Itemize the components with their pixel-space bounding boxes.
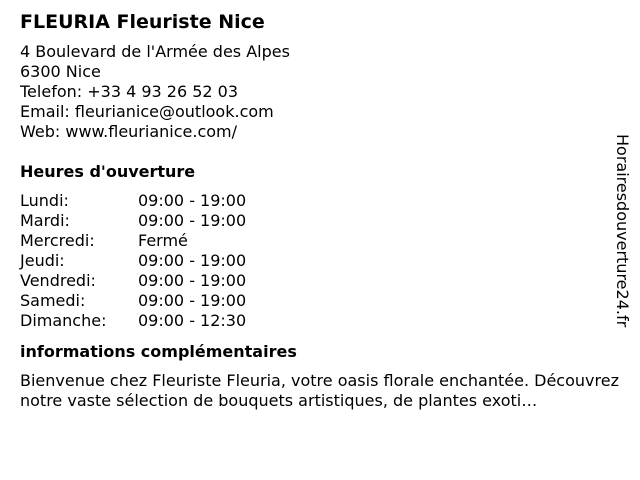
email: Email: fleurianice@outlook.com [20,102,274,121]
contact-block [20,42,626,142]
watermark-label: Horairesdouverture24.fr [613,134,632,328]
hours-time: 09:00 - 19:00 [138,191,247,210]
hours-time: 09:00 - 19:00 [138,271,247,290]
hours-day: Dimanche: [20,311,107,330]
hours-time: 09:00 - 19:00 [138,291,247,310]
hours-time: Fermé [138,231,188,250]
hours-row-lundi [20,191,626,211]
business-card [20,10,626,411]
phone: Telefon: +33 4 93 26 52 03 [20,82,239,101]
hours-row-vendredi [20,271,626,291]
hours-day: Mardi: [20,211,70,230]
hours-day: Jeudi: [20,251,65,270]
info-heading: informations complémentaires [20,342,297,361]
hours-time: 09:00 - 12:30 [138,311,247,330]
hours-row-dimanche [20,311,626,331]
hours-row-samedi [20,291,626,311]
address-line-1: 4 Boulevard de l'Armée des Alpes [20,42,290,61]
hours-row-mercredi [20,231,626,251]
hours-day: Mercredi: [20,231,95,250]
hours-heading: Heures d'ouverture [20,162,196,181]
hours-time: 09:00 - 19:00 [138,251,247,270]
hours-day: Vendredi: [20,271,96,290]
hours-row-mardi [20,211,626,231]
hours-day: Samedi: [20,291,86,310]
hours-day: Lundi: [20,191,69,210]
hours-time: 09:00 - 19:00 [138,211,247,230]
website: Web: www.fleurianice.com/ [20,122,237,141]
address-line-2: 6300 Nice [20,62,101,81]
hours-table [20,191,626,331]
info-description: Bienvenue chez Fleuriste Fleuria, votre oasis florale enchantée. Découvrez notre vaste sélection de bouquets artistiques, de plantes exoti… [20,371,619,410]
hours-row-jeudi [20,251,626,271]
business-name: FLEURIA Fleuriste Nice [20,11,265,33]
